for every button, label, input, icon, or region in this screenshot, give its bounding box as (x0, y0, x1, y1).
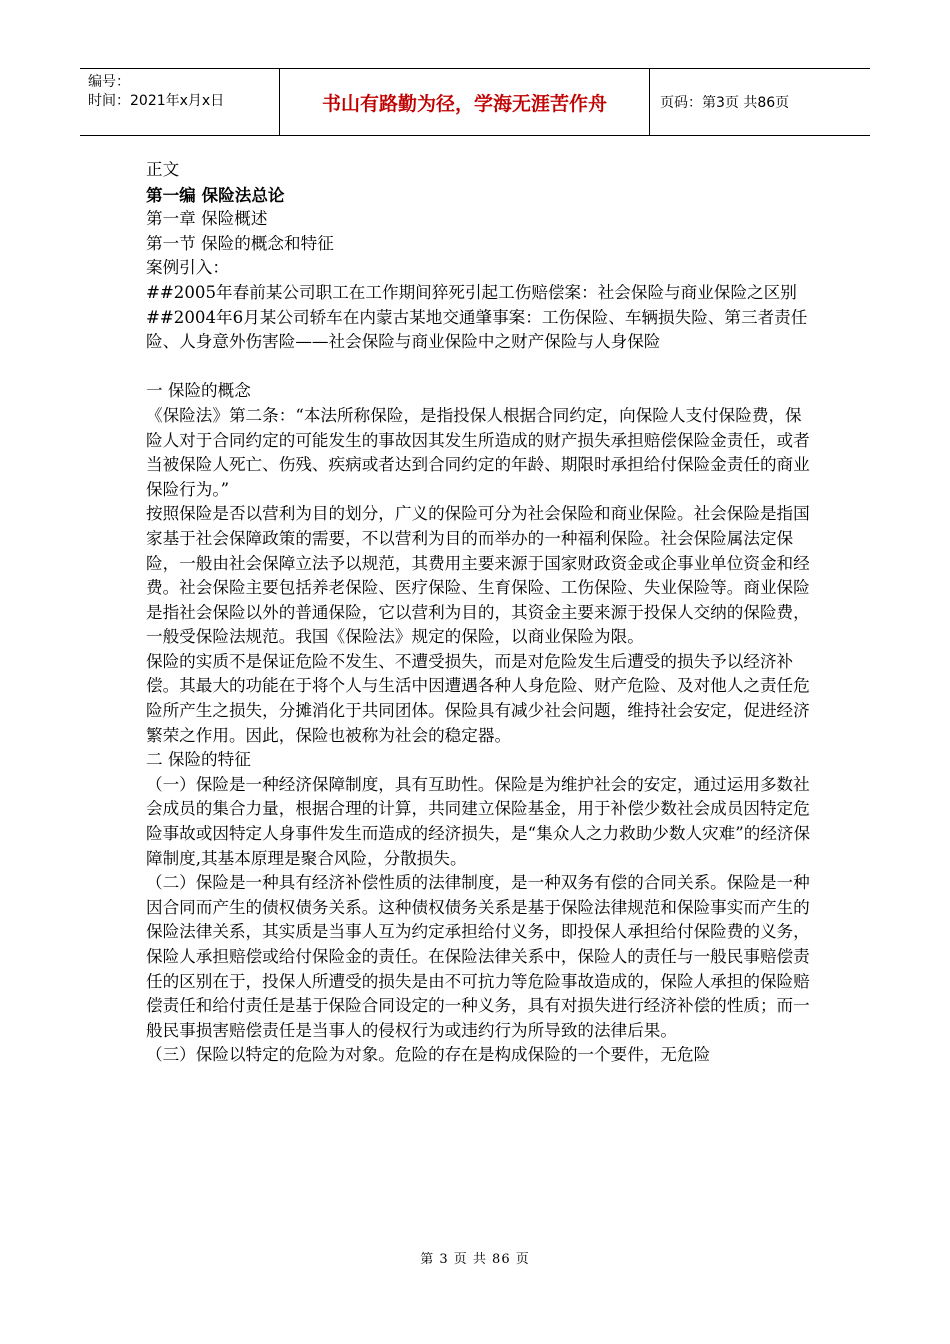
case-item-1: ##2005年春前某公司职工在工作期间猝死引起工伤赔偿案：社会保险与商业保险之区别 (146, 282, 797, 302)
chapter-heading: 第一章 保险概述 (146, 209, 268, 229)
section-label: 正文 (146, 160, 180, 179)
part-heading: 第一编 保险法总论 (146, 184, 285, 205)
case-intro-label: 案例引入： (146, 258, 229, 278)
code-label: 编号： (88, 74, 130, 90)
section-heading: 第一节 保险的概念和特征 (146, 233, 334, 253)
paragraph: （三）保险以特定的危险为对象。危险的存在是构成保险的一个要件，无危险 (146, 1045, 711, 1065)
subheading-features: 二 保险的特征 (146, 750, 251, 770)
page-footer: 第 3 页 共 86 页 (420, 1252, 530, 1267)
paragraph: 《保险法》第二条：“本法所称保险，是指投保人根据合同约定，向保险人支付保险费，保险人对于合同约定的可能发生的事故因其发生所造成的财产损失承担赔偿保险金责任，或者当被保险人死亡、伤残、疾病或者达到合同约定的年龄、期限时承担给付保险金责任的商业保险行为。” (146, 405, 810, 499)
header-page-info: 页码：第3页 共86页 (660, 95, 790, 111)
paragraph: 保险的实质不是保证危险不发生、不遭受损失，而是对危险发生后遭受的损失予以经济补偿。其最大的功能在于将个人与生活中因遭遇各种人身危险、财产危险、及对他人之责任危险所产生之损失，分摊消化于共同团体。保险具有减少社会问题，维持社会安定，促进经济繁荣之作用。因此，保险也被称为社会的稳定器。 (146, 651, 810, 745)
page-header (80, 68, 870, 136)
subheading-concept: 一 保险的概念 (146, 381, 251, 401)
header-motto-cell (280, 69, 650, 135)
paragraph: （一）保险是一种经济保障制度，具有互助性。保险是为维护社会的安定，通过运用多数社会成员的集合力量，根据合理的计算，共同建立保险基金，用于补偿少数社会成员因特定危险事故或因特定人身事件发生而造成的经济损失，是“集众人之力救助少数人灾难”的经济保障制度,其基本原理是聚合风险，分散损失。 (146, 774, 811, 868)
time-label: 时间：2021年x月x日 (88, 93, 225, 109)
document-body (146, 158, 814, 1068)
header-meta (80, 69, 280, 135)
paragraph: 按照保险是否以营利为目的划分，广义的保险可分为社会保险和商业保险。社会保险是指国家基于社会保障政策的需要，不以营利为目的而举办的一种福利保险。社会保险属法定保险，一般由社会保障立法予以规范，其费用主要来源于国家财政资金或企事业单位资金和经费。社会保险主要包括养老保险、医疗保险、生育保险、工伤保险、失业保险等。商业保险是指社会保险以外的普通保险，它以营利为目的，其资金主要来源于投保人交纳的保险费，一般受保险法规范。我国《保险法》规定的保险，以商业保险为限。 (146, 504, 810, 647)
blank-line (146, 355, 814, 380)
paragraph: （二）保险是一种具有经济补偿性质的法律制度，是一种双务有偿的合同关系。保险是一种因合同而产生的债权债务关系。这种债权债务关系是基于保险法律规范和保险事实而产生的保险法律关系，其实质是当事人互为约定承担给付义务，即投保人承担给付保险费的义务，保险人承担赔偿或给付保险金的责任。在保险法律关系中，保险人的责任与一般民事赔偿责任的区别在于，投保人所遭受的损失是由不可抗力等危险事故造成的，保险人承担的保险赔偿责任和给付责任是基于保险合同设定的一种义务，具有对损失进行经济补偿的性质；而一般民事损害赔偿责任是当事人的侵权行为或违约行为所导致的法律后果。 (146, 873, 810, 1040)
case-item-2: ##2004年6月某公司轿车在内蒙古某地交通肇事案：工伤保险、车辆损失险、第三者责任险、人身意外伤害险——社会保险与商业保险中之财产保险与人身保险 (146, 307, 808, 352)
header-motto: 书山有路勤为径，学海无涯苦作舟 (321, 92, 607, 115)
